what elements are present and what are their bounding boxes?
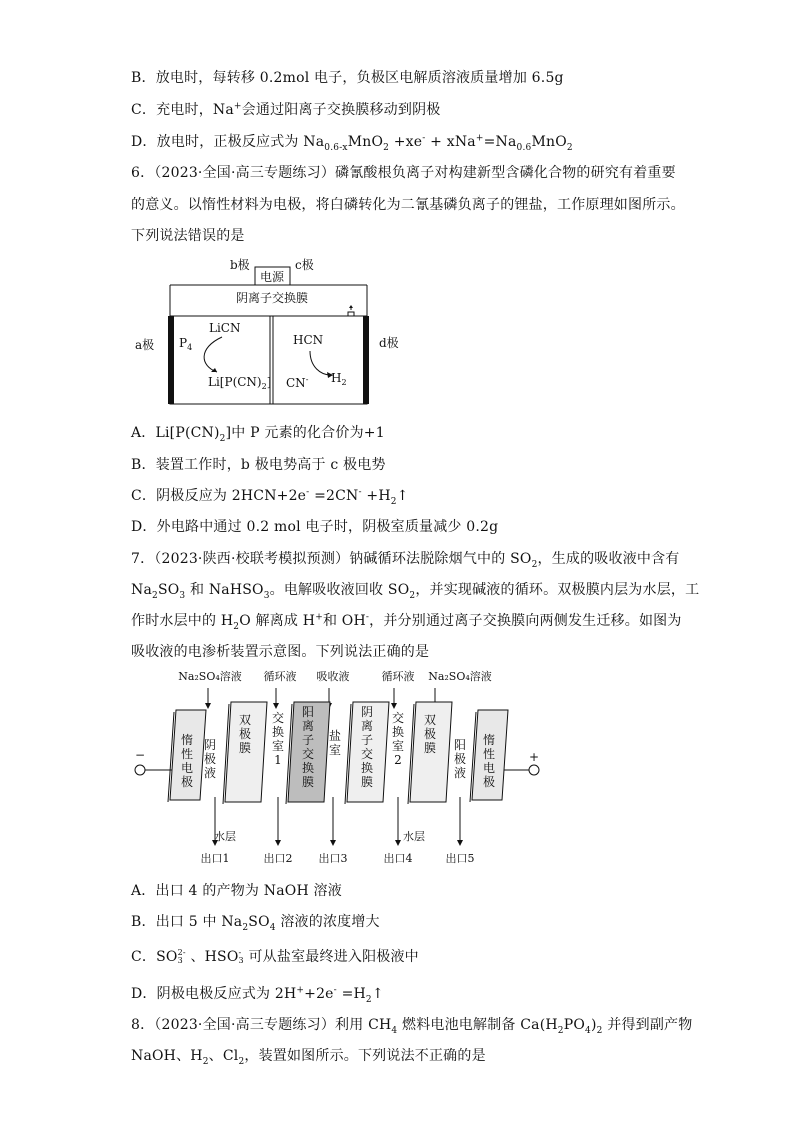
- inlet-label-1: Na₂SO₄溶液: [178, 670, 242, 683]
- svg-text:2: 2: [394, 753, 402, 767]
- svg-text:阳: 阳: [301, 705, 315, 719]
- electrode-a: [168, 316, 174, 404]
- svg-text:极: 极: [482, 775, 496, 789]
- svg-text:阳: 阳: [453, 738, 467, 752]
- svg-text:换: 换: [301, 761, 315, 775]
- d-pole-label: d极: [379, 336, 399, 350]
- q7-electrodialysis-diagram: [130, 662, 550, 868]
- q7-option-b: B．出口 5 中 $Na_2SO_4$ 溶液的浓度增大: [131, 914, 380, 933]
- svg-text:离: 离: [301, 719, 315, 733]
- q5-option-c: C．充电时，Na+会通过阳离子交换膜移动到阴极: [131, 101, 441, 118]
- licn-label: LiCN: [209, 321, 241, 335]
- power-source-label: 电源: [259, 270, 285, 284]
- anion-exchange-membrane-label: [361, 705, 373, 789]
- bipolar-membrane-right-label: [424, 713, 436, 755]
- anode-liquid-label: [454, 738, 466, 780]
- svg-text:交: 交: [391, 711, 405, 725]
- water-layer-label-left: 水层: [214, 830, 236, 843]
- svg-text:性: 性: [180, 747, 194, 761]
- minus-sign: −: [134, 748, 146, 762]
- vent-icon: [348, 312, 354, 316]
- svg-text:交: 交: [271, 711, 285, 725]
- c-pole-label: c极: [295, 258, 314, 272]
- q7-option-a: A．出口 4 的产物为 NaOH 溶液: [131, 883, 342, 899]
- svg-text:双: 双: [423, 713, 437, 727]
- electrode-d: [363, 316, 369, 404]
- q7-stem-line3: 作时水层中的 $H_2O$ 解离成 H+和 OH-，并分别通过离子交换膜向两侧发生迁移。如图为: [131, 612, 682, 632]
- svg-text:交: 交: [360, 747, 374, 761]
- q7-stem-line4: 吸收液的电渗析装置示意图。下列说法正确的是: [131, 644, 430, 660]
- cn-label: CN-: [286, 375, 309, 390]
- svg-text:电: 电: [180, 761, 194, 775]
- svg-text:阴: 阴: [203, 738, 217, 752]
- product-label: $Li[P(CN)_2]$: [208, 375, 272, 391]
- h2-label: $H_2$: [331, 371, 347, 387]
- outlet-label-5: 出口5: [445, 852, 475, 865]
- p4-label: $P_4$: [179, 336, 193, 352]
- outlet-label-3: 出口3: [318, 852, 348, 865]
- water-layer-label-right: 水层: [403, 830, 425, 843]
- svg-text:极: 极: [203, 752, 217, 766]
- svg-text:盐: 盐: [328, 729, 342, 743]
- q7-stem-line1: 7．（2023·陕西·校联考模拟预测）钠碱循环法脱除烟气中的 $SO_2$，生成的吸收液中含有: [131, 551, 680, 570]
- cation-exchange-membrane-label: [302, 705, 314, 789]
- inlet-label-2: 循环液: [263, 670, 297, 683]
- q8-stem-line2: NaOH、$H_2$、$Cl_2$，装置如图所示。下列说法不正确的是: [131, 1048, 486, 1067]
- plus-sign: +: [528, 750, 540, 764]
- svg-text:惰: 惰: [180, 733, 194, 747]
- svg-text:子: 子: [301, 733, 315, 747]
- svg-text:惰: 惰: [482, 733, 496, 747]
- q6-option-d: D．外电路中通过 0.2 mol 电子时，阴极室质量减少 0.2g: [131, 519, 499, 535]
- svg-text:换: 换: [391, 725, 405, 739]
- electrolytic-cell: [170, 316, 367, 404]
- q5-option-d: D．放电时，正极反应式为 $Na_{0.6-x}MnO_2 +xe^- + xNa^+=Na_{0.6}MnO_2$: [131, 133, 573, 153]
- hcn-label: HCN: [293, 333, 324, 347]
- svg-text:极: 极: [238, 727, 252, 741]
- svg-text:液: 液: [453, 766, 467, 780]
- outlet-label-4: 出口4: [383, 852, 413, 865]
- svg-text:液: 液: [203, 766, 217, 780]
- svg-text:膜: 膜: [423, 741, 437, 755]
- negative-terminal: [135, 765, 145, 775]
- a-pole-label: a极: [135, 338, 155, 352]
- q6-option-a: A．$Li[P(CN)_2]$中 P 元素的化合价为+1: [131, 425, 385, 444]
- svg-text:极: 极: [180, 775, 194, 789]
- q6-option-b: B．装置工作时，b 极电势高于 c 极电势: [131, 457, 386, 473]
- b-pole-label: b极: [230, 258, 250, 272]
- svg-text:膜: 膜: [360, 775, 374, 789]
- q6-stem-line2: 的意义。以惰性材料为电极，将白磷转化为二氰基磷负离子的锂盐，工作原理如图所示。: [131, 197, 685, 213]
- svg-text:子: 子: [360, 733, 374, 747]
- svg-text:电: 电: [482, 761, 496, 775]
- svg-text:膜: 膜: [238, 741, 252, 755]
- exchange-chamber-2-label: [392, 711, 404, 767]
- membrane-label: 阴离子交换膜: [235, 291, 309, 305]
- q6-stem-line1: 6．（2023·全国·高三专题练习）磷氰酸根负离子对构建新型含磷化合物的研究有着重要: [131, 165, 676, 181]
- svg-text:室: 室: [328, 743, 342, 757]
- svg-text:双: 双: [238, 713, 252, 727]
- q6-stem-line3: 下列说法错误的是: [131, 228, 245, 244]
- positive-terminal: [529, 765, 539, 775]
- bipolar-membrane-left-label: [239, 713, 251, 755]
- svg-text:性: 性: [482, 747, 496, 761]
- svg-text:离: 离: [360, 719, 374, 733]
- anode-electrode-label: [483, 732, 495, 789]
- svg-text:换: 换: [271, 725, 285, 739]
- svg-text:室: 室: [271, 739, 285, 753]
- q7-stem-line2: $Na_2SO_3$ 和 NaHSO$_3$。电解吸收液回收 $SO_2$，并实现碱液的循环。双极膜内层为水层，工: [131, 582, 700, 601]
- cathode-electrode-label: [181, 732, 193, 789]
- outlet-label-2: 出口2: [263, 852, 293, 865]
- q6-option-c: C．阴极反应为 $2HCN+2e^- =2CN^- +H_2↑$: [131, 487, 409, 507]
- q5-option-b: B．放电时，每转移 0.2mol 电子，负极区电解质溶液质量增加 6.5g: [131, 70, 564, 86]
- svg-text:极: 极: [423, 727, 437, 741]
- q8-stem-line1: 8．（2023·全国·高三专题练习）利用 $CH_4$ 燃料电池电解制备 $Ca(H_2PO_4)_2$ 并得到副产物: [131, 1017, 693, 1036]
- svg-text:交: 交: [301, 747, 315, 761]
- svg-text:换: 换: [360, 761, 374, 775]
- svg-text:阴: 阴: [360, 705, 374, 719]
- svg-text:1: 1: [274, 753, 282, 767]
- q7-option-c: C．SO 2- 3 、HSO - 3 可从盐室最终进入阳极液中: [131, 948, 419, 965]
- exchange-chamber-1-label: [272, 711, 284, 767]
- q7-option-d: D．阴极电极反应式为 $2H^++2e^- =H_2↑$: [131, 985, 384, 1005]
- cathode-liquid-label: [204, 738, 216, 780]
- inlet-label-3: 吸收液: [316, 670, 350, 683]
- inlet-label-5: Na₂SO₄溶液: [428, 670, 492, 683]
- q6-electrolysis-diagram: [130, 254, 420, 416]
- salt-chamber-label: [329, 728, 341, 757]
- svg-text:膜: 膜: [301, 775, 315, 789]
- svg-text:室: 室: [391, 739, 405, 753]
- outlet-label-1: 出口1: [200, 852, 230, 865]
- svg-text:极: 极: [453, 752, 467, 766]
- inlet-label-4: 循环液: [381, 670, 415, 683]
